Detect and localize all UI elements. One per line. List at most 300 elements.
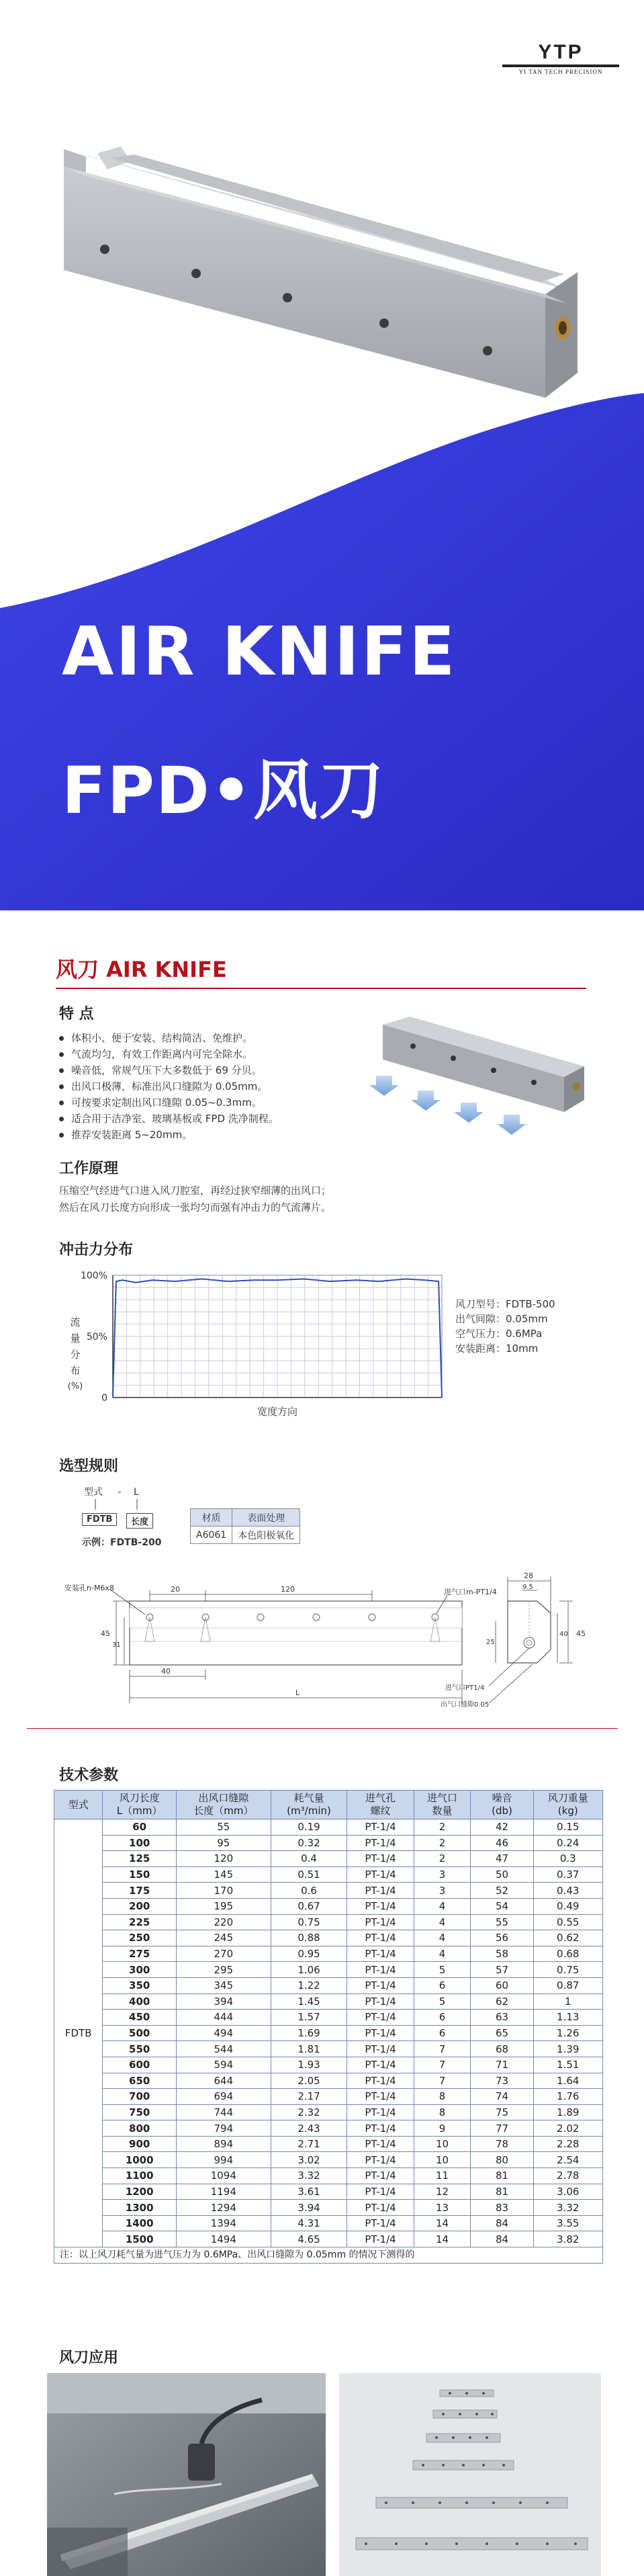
spec-cell: PT-1/4 xyxy=(347,2041,414,2057)
spec-cell: 1400 xyxy=(103,2215,177,2231)
spec-cell: 650 xyxy=(103,2073,177,2089)
features-list xyxy=(56,1030,279,1143)
label-inlet-pt: 进气口PT1/4 xyxy=(445,1684,485,1692)
spec-table-row xyxy=(54,2089,603,2105)
spec-cell: 450 xyxy=(103,2010,177,2026)
feature-item: 出风口极薄，标准出风口缝隙为 0.05mm。 xyxy=(56,1078,279,1094)
label-45: 45 xyxy=(101,1629,110,1638)
spec-cell: 58 xyxy=(471,1946,533,1962)
header-length-l1: 风刀长度 xyxy=(119,1792,160,1804)
spec-cell: 2 xyxy=(414,1835,471,1851)
spec-cell: 11 xyxy=(414,2168,471,2184)
spec-cell: 2 xyxy=(414,1819,471,1836)
spec-cell: PT-1/4 xyxy=(347,1946,414,1962)
spec-cell: 1.39 xyxy=(533,2041,602,2057)
header-thread-l2: 螺纹 xyxy=(370,1805,391,1817)
hero-title-en: AIR KNIFE xyxy=(62,612,457,691)
spec-cell: 350 xyxy=(103,1977,177,1993)
label-40: 40 xyxy=(161,1667,171,1676)
spec-cell: 4 xyxy=(414,1946,471,1962)
spec-table-row xyxy=(54,2073,603,2089)
spec-cell: 4.65 xyxy=(271,2231,347,2247)
spec-cell: 5 xyxy=(414,1993,471,2010)
spec-cell: 125 xyxy=(103,1851,177,1867)
spec-cell: 2.02 xyxy=(533,2120,602,2137)
spec-cell: 1.57 xyxy=(271,2010,347,2026)
spec-cell: 2.32 xyxy=(271,2104,347,2120)
chart-specs xyxy=(455,1297,555,1356)
spec-cell: 2 xyxy=(414,1851,471,1867)
material-value: A6061 xyxy=(191,1527,232,1544)
header-thread xyxy=(347,1791,414,1819)
brand-logo xyxy=(497,42,625,82)
material-header: 材质 xyxy=(191,1509,232,1527)
spec-gap: 出气间隙：0.05mm xyxy=(455,1313,548,1325)
spec-cell: PT-1/4 xyxy=(347,1851,414,1867)
label-gap: 出气口缝隙0.05 xyxy=(441,1701,490,1709)
spec-cell: 50 xyxy=(471,1866,533,1883)
spec-cell: 1.76 xyxy=(533,2089,602,2105)
spec-cell: PT-1/4 xyxy=(347,2152,414,2168)
spec-cell: 1.69 xyxy=(271,2025,347,2041)
spec-cell: 63 xyxy=(471,2010,533,2026)
spec-table-row xyxy=(54,1851,603,1867)
spec-cell: 78 xyxy=(471,2136,533,2152)
spec-table-row xyxy=(54,2215,603,2231)
label-120: 120 xyxy=(281,1585,295,1594)
spec-cell: 600 xyxy=(103,2057,177,2073)
spec-cell: 0.3 xyxy=(533,1851,602,1867)
spec-cell: 0.24 xyxy=(533,1835,602,1851)
surface-header: 表面处理 xyxy=(232,1509,300,1527)
spec-cell: 195 xyxy=(177,1898,271,1914)
principle-line: 然后在风刀长度方向形成一张均匀而强有冲击力的气流薄片。 xyxy=(59,1201,332,1213)
spec-table xyxy=(54,1790,603,2264)
spec-cell: 1.51 xyxy=(533,2057,602,2073)
spec-cell: 65 xyxy=(471,2025,533,2041)
spec-cell: 3.82 xyxy=(533,2231,602,2247)
spec-cell: 0.68 xyxy=(533,1946,602,1962)
code-dash: - xyxy=(118,1487,122,1498)
header-length xyxy=(103,1791,177,1819)
spec-cell: 0.75 xyxy=(271,1914,347,1930)
spec-cell: 300 xyxy=(103,1962,177,1978)
spec-note: 注：以上风刀耗气量为进气压力为 0.6MPa、出风口缝隙为 0.05mm 的情况下测得的 xyxy=(54,2247,603,2264)
spec-table-row xyxy=(54,2120,603,2137)
spec-cell: 800 xyxy=(103,2120,177,2137)
surface-value: 本色阳极氧化 xyxy=(232,1527,300,1544)
tech-heading: 技术参数 xyxy=(59,1767,119,1784)
header-weight-l1: 风刀重量 xyxy=(547,1792,588,1804)
spec-table-row xyxy=(54,2136,603,2152)
spec-cell: 550 xyxy=(103,2041,177,2057)
feature-item: 体积小、便于安装、结构简洁、免维护。 xyxy=(56,1030,279,1046)
spec-table-row xyxy=(54,1835,603,1851)
spec-cell: 3.32 xyxy=(533,2200,602,2216)
label-inlet: 进气口m-PT1/4 xyxy=(444,1588,497,1596)
spec-cell: 1.45 xyxy=(271,1993,347,2010)
spec-cell: 46 xyxy=(471,1835,533,1851)
code-box-length: 长度 xyxy=(126,1513,153,1529)
spec-cell: 71 xyxy=(471,2057,533,2073)
spec-cell: 83 xyxy=(471,2200,533,2216)
spec-cell: 0.32 xyxy=(271,1835,347,1851)
spec-cell: 994 xyxy=(177,2152,271,2168)
heading-divider xyxy=(56,988,586,989)
spec-cell: 0.51 xyxy=(271,1866,347,1883)
spec-table-header xyxy=(54,1791,603,1819)
feature-product-image xyxy=(363,1011,591,1139)
y-tick-label: 50% xyxy=(86,1332,107,1342)
impact-chart xyxy=(59,1263,462,1438)
spec-cell: 1294 xyxy=(177,2200,271,2216)
spec-cell: 1.06 xyxy=(271,1962,347,1978)
spec-cell: 81 xyxy=(471,2168,533,2184)
header-inlet-count xyxy=(414,1791,471,1819)
label-28: 28 xyxy=(524,1572,533,1580)
spec-cell: 3 xyxy=(414,1866,471,1883)
spec-cell: 394 xyxy=(177,1993,271,2010)
spec-cell: 80 xyxy=(471,2152,533,2168)
spec-cell: 500 xyxy=(103,2025,177,2041)
spec-cell: 220 xyxy=(177,1914,271,1930)
spec-cell: 75 xyxy=(471,2104,533,2120)
spec-cell: 2.54 xyxy=(533,2152,602,2168)
spec-cell: PT-1/4 xyxy=(347,2104,414,2120)
spec-cell: 2.05 xyxy=(271,2073,347,2089)
spec-cell: 81 xyxy=(471,2184,533,2200)
x-axis-label: 宽度方向 xyxy=(257,1406,298,1418)
spec-cell: PT-1/4 xyxy=(347,1819,414,1836)
header-noise-l2: (db) xyxy=(492,1805,512,1817)
header-noise xyxy=(471,1791,533,1819)
spec-cell: 900 xyxy=(103,2136,177,2152)
spec-cell: 52 xyxy=(471,1883,533,1899)
spec-cell: 0.4 xyxy=(271,1851,347,1867)
header-type: 型式 xyxy=(54,1791,103,1819)
spec-cell: 62 xyxy=(471,1993,533,2010)
logo-text: YTP xyxy=(538,41,584,63)
spec-cell: 275 xyxy=(103,1946,177,1962)
spec-cell: PT-1/4 xyxy=(347,1993,414,2010)
spec-cell: 4 xyxy=(414,1914,471,1930)
code-l: L xyxy=(133,1487,139,1498)
spec-cell: 0.6 xyxy=(271,1883,347,1899)
spec-cell: 694 xyxy=(177,2089,271,2105)
spec-cell: 1.81 xyxy=(271,2041,347,2057)
spec-cell: 12 xyxy=(414,2184,471,2200)
hero-title-cn: FPD•风刀 xyxy=(62,753,385,828)
spec-cell: 10 xyxy=(414,2152,471,2168)
spec-cell: 56 xyxy=(471,1930,533,1946)
spec-cell: 0.87 xyxy=(533,1977,602,1993)
spec-table-row xyxy=(54,1977,603,1993)
spec-cell: PT-1/4 xyxy=(347,2184,414,2200)
spec-cell: 0.19 xyxy=(271,1819,347,1836)
spec-cell: 54 xyxy=(471,1898,533,1914)
spec-cell: 1.13 xyxy=(533,2010,602,2026)
spec-cell: 68 xyxy=(471,2041,533,2057)
spec-cell: 2.28 xyxy=(533,2136,602,2152)
label-20: 20 xyxy=(171,1585,180,1594)
spec-cell: 494 xyxy=(177,2025,271,2041)
label-40-side: 40 xyxy=(559,1631,568,1638)
spec-cell: 57 xyxy=(471,1962,533,1978)
spec-cell: 744 xyxy=(177,2104,271,2120)
application-photo-2 xyxy=(339,2373,601,2576)
principle-line: 压缩空气经进气口进入风刀腔室，再经过狭窄细薄的出风口； xyxy=(59,1185,332,1197)
spec-cell: 7 xyxy=(414,2073,471,2089)
y-tick-label: 0 xyxy=(101,1393,107,1404)
spec-cell: 0.62 xyxy=(533,1930,602,1946)
label-mount-hole: 安装孔n-M6x8 xyxy=(64,1584,114,1592)
spec-table-row xyxy=(54,2184,603,2200)
spec-cell: 750 xyxy=(103,2104,177,2120)
spec-cell: 4.31 xyxy=(271,2215,347,2231)
header-cons-l1: 耗气量 xyxy=(293,1792,324,1804)
label-25: 25 xyxy=(486,1639,495,1646)
principle-heading: 工作原理 xyxy=(59,1160,119,1177)
spec-model: 风刀型号：FDTB-500 xyxy=(455,1298,555,1310)
spec-table-row xyxy=(54,2231,603,2247)
spec-pressure: 空气压力：0.6MPa xyxy=(455,1328,543,1340)
spec-cell: 2.71 xyxy=(271,2136,347,2152)
y-label-char: 布 xyxy=(70,1365,81,1377)
application-photo-1 xyxy=(47,2373,326,2576)
spec-cell: 0.37 xyxy=(533,1866,602,1883)
header-inlet-l1: 进气口 xyxy=(427,1792,458,1804)
spec-cell: 894 xyxy=(177,2136,271,2152)
spec-cell: 794 xyxy=(177,2120,271,2137)
material-table xyxy=(190,1508,300,1544)
spec-cell: 47 xyxy=(471,1851,533,1867)
spec-table-row xyxy=(54,1883,603,1899)
spec-cell: 3.06 xyxy=(533,2184,602,2200)
dimension-drawing xyxy=(59,1569,596,1720)
spec-cell: 1500 xyxy=(103,2231,177,2247)
spec-cell: 1200 xyxy=(103,2184,177,2200)
spec-cell: PT-1/4 xyxy=(347,1835,414,1851)
spec-cell: 100 xyxy=(103,1835,177,1851)
header-length-l2: L（mm） xyxy=(116,1805,163,1817)
spec-table-row xyxy=(54,2025,603,2041)
spec-cell: 1194 xyxy=(177,2184,271,2200)
header-gap-l1: 出风口缝隙 xyxy=(198,1792,249,1804)
spec-table-row xyxy=(54,2104,603,2120)
spec-cell: 3 xyxy=(414,1883,471,1899)
spec-cell: 60 xyxy=(103,1819,177,1836)
spec-cell: 8 xyxy=(414,2104,471,2120)
spec-table-row xyxy=(54,1962,603,1978)
spec-cell: PT-1/4 xyxy=(347,1962,414,1978)
spec-cell: 5 xyxy=(414,1962,471,1978)
spec-cell: 1 xyxy=(533,1993,602,2010)
spec-table-row xyxy=(54,2200,603,2216)
spec-cell: PT-1/4 xyxy=(347,2200,414,2216)
spec-cell: 544 xyxy=(177,2041,271,2057)
spec-cell: 644 xyxy=(177,2073,271,2089)
spec-cell: 3.02 xyxy=(271,2152,347,2168)
spec-cell: PT-1/4 xyxy=(347,1930,414,1946)
spec-cell: PT-1/4 xyxy=(347,1977,414,1993)
spec-table-row xyxy=(54,1898,603,1914)
spec-cell: 6 xyxy=(414,1977,471,1993)
spec-cell: 270 xyxy=(177,1946,271,1962)
model-cell: FDTB xyxy=(54,1819,103,2247)
header-gap-length xyxy=(177,1791,271,1819)
label-l: L xyxy=(295,1688,300,1697)
spec-cell: 84 xyxy=(471,2231,533,2247)
spec-cell: 3.32 xyxy=(271,2168,347,2184)
spec-cell: 594 xyxy=(177,2057,271,2073)
chart-y-label xyxy=(67,1314,83,1395)
feature-item: 可按要求定制出风口缝隙 0.05~0.3mm。 xyxy=(56,1094,279,1111)
spec-table-row xyxy=(54,1930,603,1946)
spec-cell: 170 xyxy=(177,1883,271,1899)
spec-table-row xyxy=(54,2041,603,2057)
spec-cell: PT-1/4 xyxy=(347,2089,414,2105)
spec-cell: PT-1/4 xyxy=(347,1866,414,1883)
spec-cell: 0.75 xyxy=(533,1962,602,1978)
spec-table-row xyxy=(54,2152,603,2168)
spec-cell: 95 xyxy=(177,1835,271,1851)
code-label: 型式 xyxy=(84,1487,103,1498)
header-noise-l1: 噪音 xyxy=(492,1792,512,1804)
y-tick-label: 100% xyxy=(80,1271,107,1281)
spec-cell: 4 xyxy=(414,1930,471,1946)
spec-cell: 6 xyxy=(414,2025,471,2041)
spec-table-row xyxy=(54,1819,603,1836)
spec-cell: 3.55 xyxy=(533,2215,602,2231)
spec-cell: 0.49 xyxy=(533,1898,602,1914)
y-label-char: 分 xyxy=(70,1348,81,1361)
spec-cell: 250 xyxy=(103,1930,177,1946)
spec-cell: PT-1/4 xyxy=(347,2136,414,2152)
y-label-char: (%) xyxy=(67,1381,83,1391)
spec-cell: PT-1/4 xyxy=(347,2057,414,2073)
spec-cell: 13 xyxy=(414,2200,471,2216)
spec-cell: PT-1/4 xyxy=(347,2168,414,2184)
code-brackets xyxy=(79,1495,173,1515)
impact-heading: 冲击力分布 xyxy=(59,1242,134,1258)
spec-cell: PT-1/4 xyxy=(347,2010,414,2026)
feature-item: 适合用于洁净室、玻璃基板或 FPD 洗净制程。 xyxy=(56,1111,279,1127)
spec-cell: 77 xyxy=(471,2120,533,2137)
spec-cell: 84 xyxy=(471,2215,533,2231)
spec-table-row xyxy=(54,1914,603,1930)
spec-table-row xyxy=(54,2010,603,2026)
spec-cell: 2.43 xyxy=(271,2120,347,2137)
spec-cell: 1.22 xyxy=(271,1977,347,1993)
spec-cell: 1100 xyxy=(103,2168,177,2184)
spec-cell: 14 xyxy=(414,2231,471,2247)
header-gap-l2: 长度（mm） xyxy=(193,1805,254,1817)
code-example: 示例：FDTB-200 xyxy=(82,1537,162,1548)
spec-distance: 安装距离：10mm xyxy=(455,1342,539,1355)
y-label-char: 量 xyxy=(70,1332,81,1344)
spec-cell: 1494 xyxy=(177,2231,271,2247)
selection-heading: 选型规则 xyxy=(59,1458,119,1475)
spec-cell: 225 xyxy=(103,1914,177,1930)
spec-cell: 4 xyxy=(414,1898,471,1914)
spec-cell: 200 xyxy=(103,1898,177,1914)
feature-item: 气流均匀，有效工作距离内可完全除水。 xyxy=(56,1046,279,1062)
spec-cell: 2.17 xyxy=(271,2089,347,2105)
spec-cell: 10 xyxy=(414,2136,471,2152)
spec-cell: PT-1/4 xyxy=(347,2231,414,2247)
features-heading: 特 点 xyxy=(59,1006,94,1023)
spec-cell: 8 xyxy=(414,2089,471,2105)
product-heading: 风刀 AIR KNIFE xyxy=(56,957,227,982)
spec-cell: 145 xyxy=(177,1866,271,1883)
spec-cell: 0.95 xyxy=(271,1946,347,1962)
spec-cell: PT-1/4 xyxy=(347,2073,414,2089)
spec-cell: 0.43 xyxy=(533,1883,602,1899)
spec-cell: 120 xyxy=(177,1851,271,1867)
spec-cell: 74 xyxy=(471,2089,533,2105)
header-thread-l1: 进气孔 xyxy=(365,1792,396,1804)
label-9-5: 9.5 xyxy=(522,1584,533,1591)
spec-cell: 55 xyxy=(177,1819,271,1836)
spec-cell: 175 xyxy=(103,1883,177,1899)
spec-cell: 1000 xyxy=(103,2152,177,2168)
principle-text xyxy=(59,1183,331,1216)
spec-cell: 295 xyxy=(177,1962,271,1978)
spec-cell: 3.94 xyxy=(271,2200,347,2216)
spec-cell: PT-1/4 xyxy=(347,1914,414,1930)
spec-cell: 400 xyxy=(103,1993,177,2010)
spec-cell: 6 xyxy=(414,2010,471,2026)
spec-cell: 0.15 xyxy=(533,1819,602,1836)
spec-cell: 14 xyxy=(414,2215,471,2231)
spec-table-row xyxy=(54,1866,603,1883)
spec-table-row xyxy=(54,1993,603,2010)
logo-subtext: YI TAN TECH PRECISION xyxy=(518,69,603,75)
label-45-side: 45 xyxy=(576,1629,586,1638)
header-inlet-l2: 数量 xyxy=(432,1805,453,1817)
spec-cell: 0.88 xyxy=(271,1930,347,1946)
spec-cell: 0.55 xyxy=(533,1914,602,1930)
y-label-char: 流 xyxy=(70,1316,81,1328)
header-weight xyxy=(533,1791,602,1819)
section-divider xyxy=(27,1728,618,1729)
spec-cell: 1.93 xyxy=(271,2057,347,2073)
spec-table-row xyxy=(54,2168,603,2184)
spec-cell: 245 xyxy=(177,1930,271,1946)
spec-cell: PT-1/4 xyxy=(347,2025,414,2041)
spec-cell: 1094 xyxy=(177,2168,271,2184)
spec-cell: 1.89 xyxy=(533,2104,602,2120)
spec-cell: 3.61 xyxy=(271,2184,347,2200)
spec-table-row xyxy=(54,2057,603,2073)
spec-cell: 345 xyxy=(177,1977,271,1993)
spec-cell: PT-1/4 xyxy=(347,1898,414,1914)
code-box-model: FDTB xyxy=(82,1513,117,1526)
air-knife-illustration xyxy=(64,146,578,398)
spec-cell: PT-1/4 xyxy=(347,2215,414,2231)
spec-cell: 0.67 xyxy=(271,1898,347,1914)
logo-bar xyxy=(502,65,619,67)
spec-cell: 1.64 xyxy=(533,2073,602,2089)
spec-cell: 444 xyxy=(177,2010,271,2026)
spec-cell: PT-1/4 xyxy=(347,1883,414,1899)
label-31: 31 xyxy=(112,1641,121,1649)
application-heading: 风刀应用 xyxy=(59,2350,119,2366)
spec-cell: 73 xyxy=(471,2073,533,2089)
spec-cell: 7 xyxy=(414,2057,471,2073)
spec-cell: 60 xyxy=(471,1977,533,1993)
spec-cell: PT-1/4 xyxy=(347,2120,414,2137)
